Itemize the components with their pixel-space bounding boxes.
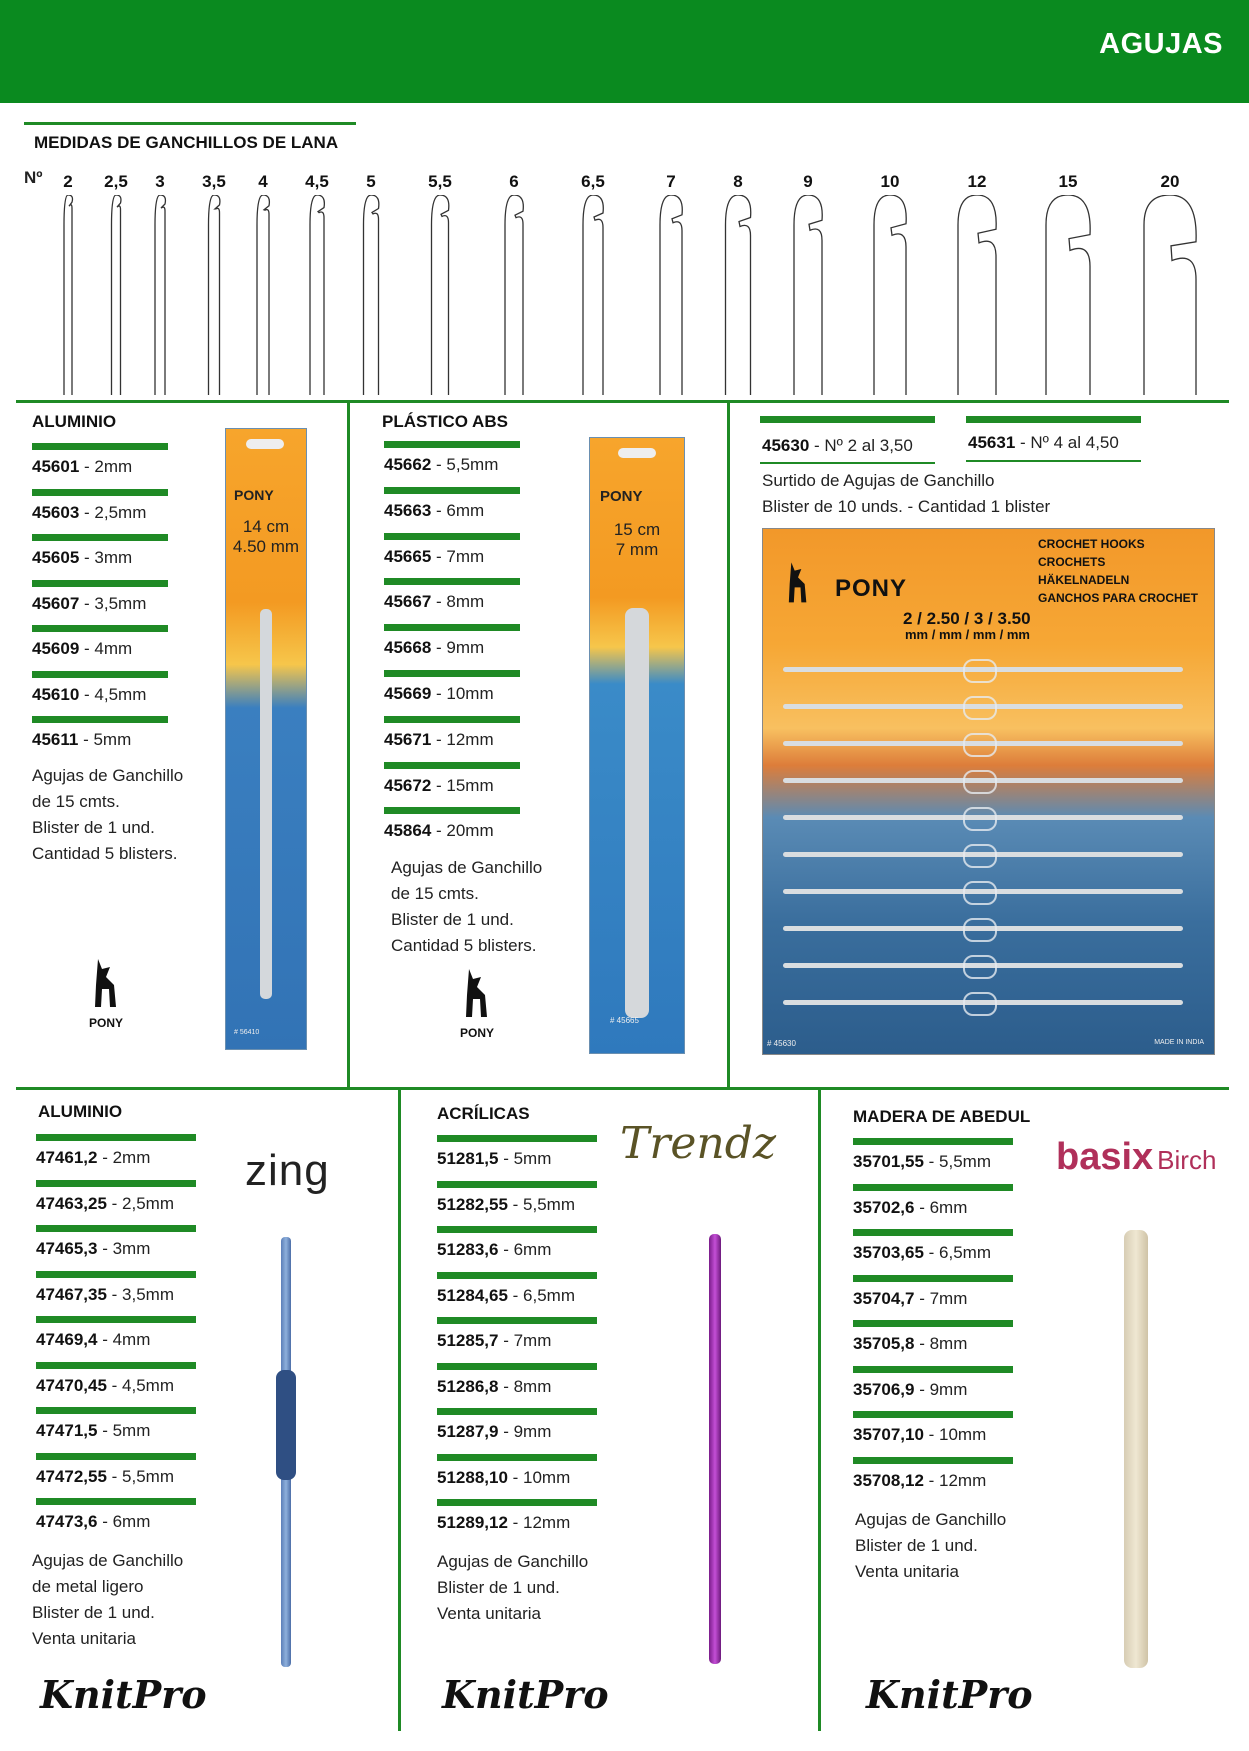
product-size: - 4,5mm [111,1375,174,1395]
basix-title: MADERA DE ABEDUL [853,1107,1031,1126]
pony-horse-icon [76,955,136,1015]
pony-plastico-title: PLÁSTICO ABS [382,412,508,431]
sizes-title-bar [24,122,356,125]
product-item [36,1467,174,1487]
product-item [853,1471,986,1491]
item-bar [32,580,168,587]
product-size: - 6mm [919,1197,968,1217]
description-line: de metal ligero [32,1577,144,1596]
product-item [36,1421,150,1441]
hook-size-illustration [0,195,1249,400]
item-bar [36,1180,196,1187]
surtido-item-1: 45630 - Nº 2 al 3,50 [762,436,913,455]
zing-hook-grip [276,1370,296,1480]
description-line: de 15 cmts. [391,884,479,903]
product-size: - 6mm [503,1240,552,1259]
product-size: - 2,5mm [111,1193,174,1213]
hook-clip [963,659,997,683]
product-item [32,548,132,568]
description [32,763,183,867]
product-size: - 5mm [102,1421,151,1440]
product-code: 35705,8 [853,1334,915,1353]
hook-clip [963,881,997,905]
description-line: Venta unitaria [855,1562,959,1581]
item-bar [384,533,520,540]
product-size: - 7mm [919,1288,968,1308]
pack-sizes: 2 / 2.50 / 3 / 3.50 [903,609,1031,628]
item-bar [437,1363,597,1370]
item-bar [437,1317,597,1324]
product-item [384,592,484,612]
product-item [437,1377,551,1397]
size-label: 12 [967,172,987,191]
item-bar [853,1184,1013,1191]
zing-logo: zing [245,1146,330,1195]
size-label: 20 [1160,172,1180,191]
pony-horse-icon [773,559,823,609]
trendz-hook-image [709,1234,721,1664]
product-item [36,1376,174,1396]
product-code: 35707,10 [853,1425,924,1444]
size-label: 4,5 [305,172,329,191]
description [855,1507,1006,1585]
item-bar [384,624,520,631]
description-line: Blister de 1 und. [855,1536,978,1555]
product-item [853,1380,967,1400]
surtido-bar-4 [966,460,1141,462]
product-item [437,1513,570,1533]
product-code: 47467,35 [36,1284,107,1304]
product-code: 47461,2 [36,1148,98,1167]
description-line: Agujas de Ganchillo [855,1510,1007,1529]
pony-aluminio-title: ALUMINIO [32,412,117,431]
product-code: 51282,55 [437,1194,508,1214]
size-label: 2 [63,172,73,191]
product-size: - 10mm [928,1425,987,1444]
size-label: 4 [258,172,268,191]
hook-outline [432,195,449,395]
knitpro-logo-2: KnitPro [442,1672,609,1717]
item-bar [36,1225,196,1232]
product-code: 45667 [384,592,432,612]
product-code: 35701,55 [853,1152,924,1171]
hook-outline [257,195,269,395]
product-item [384,501,484,521]
item-bar [32,534,168,541]
item-bar [384,578,520,585]
description-line: Blister de 1 und. [437,1578,560,1597]
description-line: Blister de 1 und. [391,910,514,929]
product-size: - 7mm [503,1331,552,1350]
product-size: - 6,5mm [928,1243,991,1262]
product-code: 45609 [32,639,80,658]
description [32,1548,183,1652]
product-item [384,547,484,567]
product-size: - 4mm [102,1330,151,1349]
description-line: Cantidad 5 blisters. [391,936,537,955]
item-bar [384,441,520,448]
pony-horse-icon [447,965,507,1025]
product-code: 47465,3 [36,1239,98,1258]
product-item [384,821,494,841]
product-item [36,1285,174,1305]
sizes-prefix: Nº [24,168,43,187]
pony-logo-text: PONY [459,1026,494,1040]
item-bar [853,1275,1013,1282]
pack-ref: # 45630 [767,1039,796,1048]
item-bar [853,1411,1013,1418]
product-item [853,1243,991,1263]
product-code: 45672 [384,775,432,795]
product-item [36,1148,150,1168]
pack-brand: PONY [600,488,643,505]
size-label: 6,5 [581,172,605,191]
product-item [853,1198,967,1218]
hook-outline [958,195,996,395]
product-code: 45671 [384,729,432,749]
product-code: 51285,7 [437,1331,499,1350]
divider-v3 [398,1087,401,1731]
product-code: 45601 [32,457,80,476]
product-size: - 3,5mm [111,1284,174,1304]
item-bar [32,671,168,678]
product-code: 45669 [384,684,432,703]
item-bar [437,1135,597,1142]
basix-logo-sub: Birch [1157,1145,1217,1175]
item-bar [384,807,520,814]
size-label: 7 [666,172,676,191]
product-size: - 2mm [84,457,133,476]
product-size: - 5,5mm [436,455,499,474]
product-code: 35702,6 [853,1197,915,1217]
pack-size: 4.50 mm [232,537,300,556]
pony-logo [76,955,136,1030]
item-bar [32,625,168,632]
product-code: 45665 [384,546,432,566]
description-line: Blister de 1 und. [32,1603,155,1622]
product-code: 51288,10 [437,1467,508,1487]
product-size: - 12mm [512,1513,571,1532]
product-size: - 6,5mm [512,1285,575,1305]
item-bar [32,716,168,723]
product-item [384,638,484,658]
product-size: - 12mm [928,1470,987,1490]
surtido-item-2: 45631 - Nº 4 al 4,50 [968,433,1119,452]
hook-clip [963,918,997,942]
trendz-title: ACRÍLICAS [437,1104,530,1123]
hook-outline [874,195,906,395]
pony-aluminio-pack [225,428,307,1050]
size-label: 5 [366,172,376,191]
size-label: 9 [803,172,813,191]
product-item [384,730,494,750]
item-bar [437,1408,597,1415]
product-item [36,1330,150,1350]
product-size: - 9mm [503,1422,552,1441]
description-line: Agujas de Ganchillo [32,1551,184,1570]
item-bar [36,1498,196,1505]
product-size: - 4,5mm [84,684,147,704]
product-size: - 5,5mm [111,1466,174,1486]
product-item [384,455,498,475]
pack-hang-hole [246,439,284,449]
product-item [36,1239,150,1259]
product-size: - 3,5mm [84,593,147,613]
description-line: Agujas de Ganchillo [32,766,184,785]
product-size: - 7mm [436,546,485,566]
description-line: Venta unitaria [32,1629,136,1648]
hook-outline [64,195,73,395]
product-item [853,1334,967,1354]
product-size: - 8mm [436,592,485,612]
product-code: 47463,25 [36,1193,107,1213]
item-bar [853,1138,1013,1145]
product-size: - 10mm [436,684,494,703]
surtido-bar-2 [966,416,1141,423]
item-bar [384,670,520,677]
product-code: 47471,5 [36,1421,98,1440]
product-size: - 8mm [919,1334,968,1353]
item-bar [853,1457,1013,1464]
size-label: 6 [509,172,519,191]
pack-size: 7 mm [615,540,659,559]
item-bar [384,487,520,494]
product-code: 45663 [384,500,432,520]
trendz-logo: Trendz [620,1118,777,1169]
pack-ref: # 56410 [234,1029,260,1036]
item-bar [437,1226,597,1233]
product-item [437,1149,551,1169]
product-size: - 5,5mm [512,1194,575,1214]
pack-units: mm / mm / mm / mm [905,627,1030,642]
product-code: 45668 [384,638,432,658]
product-code: 45603 [32,502,80,522]
item-bar [36,1316,196,1323]
product-code: 45610 [32,684,80,704]
pony-logo-text: PONY [88,1016,123,1030]
item-bar [36,1362,196,1369]
product-code: 45607 [32,593,80,613]
hook-outline [583,195,603,395]
item-bar [437,1454,597,1461]
item-bar [853,1320,1013,1327]
pack-labels: CROCHET HOOKS CROCHETS HÄKELNADELN GANCHOS PARA CROCHET [1038,537,1199,605]
page-header [0,0,1249,103]
product-size: - 5mm [83,730,132,749]
item-bar [437,1499,597,1506]
product-code: 35706,9 [853,1379,915,1399]
product-item [32,730,131,750]
product-size: - 20mm [436,821,494,841]
product-item [32,594,146,614]
description-line: de 15 cmts. [32,792,120,811]
product-size: - 6mm [102,1512,151,1531]
size-label: 15 [1058,172,1078,191]
item-bar [437,1272,597,1279]
item-bar [437,1181,597,1188]
product-code: 47469,4 [36,1330,98,1349]
product-size: - 2mm [102,1148,151,1167]
product-size: - 5,5mm [928,1152,991,1171]
product-item [437,1468,570,1488]
product-size: - 10mm [512,1467,571,1487]
surtido-pack [762,528,1215,1055]
product-code: 35708,12 [853,1470,924,1490]
product-item [437,1240,551,1260]
product-code: 45605 [32,548,80,567]
hook-outline [364,195,379,395]
hook-outline [155,195,165,395]
item-bar [384,716,520,723]
hook-outline [112,195,121,395]
product-code: 51283,6 [437,1240,499,1259]
product-size: - 9mm [436,638,485,658]
size-label: 8 [733,172,743,191]
size-label: 3,5 [202,172,226,191]
product-size: - 9mm [919,1379,968,1399]
item-bar [32,443,168,450]
product-code: 35703,65 [853,1243,924,1262]
product-size: - 2,5mm [84,502,147,522]
product-item [437,1331,551,1351]
product-size: - 5mm [503,1149,552,1168]
item-bar [36,1407,196,1414]
product-size: - 3mm [84,548,133,567]
product-code: 45864 [384,821,432,841]
item-bar [36,1134,196,1141]
item-bar [853,1229,1013,1236]
item-bar [384,762,520,769]
basix-logo-main: basix [1056,1136,1154,1178]
pack-brand: PONY [835,575,908,602]
hook-clip [963,696,997,720]
size-label: 3 [155,172,165,191]
zing-title: ALUMINIO [38,1102,123,1121]
size-label: 10 [880,172,900,191]
basix-logo [1056,1136,1216,1179]
item-bar [853,1366,1013,1373]
divider-top [16,400,1229,403]
product-item [32,639,132,659]
pack-length: 14 cm [242,517,290,536]
divider-v1 [347,400,350,1087]
product-item [32,457,132,477]
product-item [437,1286,575,1306]
description-line: Venta unitaria [437,1604,541,1623]
pack-made: MADE IN INDIA [1154,1039,1204,1046]
size-label: 2,5 [104,172,128,191]
description-line: Cantidad 5 blisters. [32,844,178,863]
surtido-bar-3 [760,462,935,464]
pack-hang-hole [618,448,656,458]
product-code: 51284,65 [437,1285,508,1305]
description [437,1549,588,1627]
product-size: - 8mm [503,1376,552,1396]
product-code: 45662 [384,455,432,474]
product-code: 47473,6 [36,1512,98,1531]
product-item [32,503,146,523]
hook-outline [726,195,751,395]
product-code: 35704,7 [853,1288,915,1308]
hook-outline [1046,195,1090,395]
surtido-desc: Surtido de Agujas de Ganchillo Blister de 10 unds. - Cantidad 1 blister [762,471,1051,516]
product-code: 45611 [32,730,79,749]
product-item [384,776,494,796]
item-bar [36,1453,196,1460]
page-title: AGUJAS [1099,28,1223,60]
divider-v2 [727,400,730,1087]
product-item [853,1152,991,1172]
hook-clip [963,733,997,757]
product-item [36,1512,150,1532]
product-item [853,1289,967,1309]
pack-hook [625,608,649,1018]
product-size: - 6mm [436,500,485,520]
hook-clip [963,807,997,831]
pony-logo-2 [447,965,507,1040]
hook-outline [794,195,822,395]
hook-clip [963,844,997,868]
product-code: 51289,12 [437,1513,508,1532]
description-line: Blister de 1 und. [32,818,155,837]
product-code: 47472,55 [36,1466,107,1486]
description-line: Agujas de Ganchillo [391,858,543,877]
item-bar [36,1271,196,1278]
pack-brand: PONY [234,487,274,503]
hook-clip [963,770,997,794]
hook-clip [963,955,997,979]
product-item [437,1422,551,1442]
product-size: - 4mm [84,639,133,658]
product-code: 47470,45 [36,1375,107,1395]
hook-outline [310,195,324,395]
product-item [32,685,146,705]
product-item [384,684,494,704]
hook-outline [505,195,523,395]
pack-ref: # 45665 [610,1016,639,1025]
size-label: 5,5 [428,172,452,191]
item-bar [32,489,168,496]
product-code: 51286,8 [437,1376,499,1396]
product-size: - 12mm [436,729,494,749]
hook-outline [1144,195,1196,395]
description [391,855,542,959]
sizes-chart-title: MEDIDAS DE GANCHILLOS DE LANA [34,133,339,152]
divider-middle [16,1087,1229,1090]
hook-outline [209,195,220,395]
pack-length: 15 cm [613,520,661,539]
pack-hook [260,609,272,999]
description-line: Agujas de Ganchillo [437,1552,589,1571]
product-item [437,1195,575,1215]
product-item [853,1425,986,1445]
surtido-bar-1 [760,416,935,423]
divider-v4 [818,1087,821,1731]
pony-plastico-pack [589,437,685,1054]
product-item [36,1194,174,1214]
basix-hook-image [1124,1230,1148,1668]
product-size: - 3mm [102,1239,151,1258]
knitpro-logo-3: KnitPro [866,1672,1033,1717]
product-code: 51287,9 [437,1422,499,1441]
product-code: 51281,5 [437,1149,499,1168]
hook-outline [660,195,682,395]
hook-clip [963,992,997,1016]
knitpro-logo-1: KnitPro [40,1672,207,1717]
product-size: - 15mm [436,775,494,795]
